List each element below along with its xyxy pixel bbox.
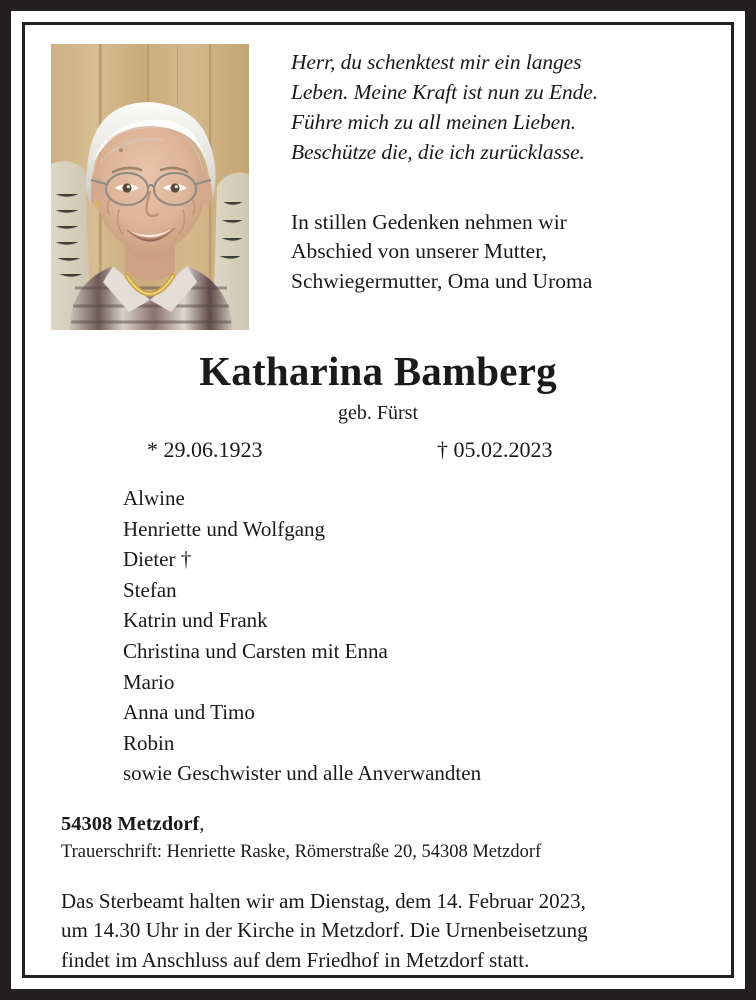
service-line: findet im Anschluss auf dem Friedhof in Metzdorf statt.	[61, 947, 530, 972]
verse-line: Leben. Meine Kraft ist nun zu Ende.	[291, 79, 599, 104]
announcement-line: In stillen Gedenken nehmen wir	[291, 209, 567, 234]
announcement-line: Schwiegermutter, Oma und Uroma	[291, 269, 593, 294]
notice-content	[25, 25, 731, 975]
verse-line: Herr, du schenktest mir ein langes	[291, 50, 582, 74]
survivor-item: Christina und Carsten mit Enna	[123, 639, 388, 663]
contact-address: Trauerschrift: Henriette Raske, Römerstraße 20, 54308 Metzdorf	[61, 841, 542, 862]
portrait-photo	[51, 44, 249, 330]
verse-column	[249, 44, 705, 297]
survivor-item: Stefan	[123, 577, 177, 602]
service-details	[51, 887, 705, 975]
top-block	[51, 44, 705, 330]
life-dates	[51, 437, 705, 463]
place-name: 54308 Metzdorf	[61, 812, 200, 835]
survivors-list	[51, 483, 705, 788]
portrait-illustration	[51, 44, 249, 330]
address-block	[51, 811, 705, 865]
survivor-item: Katrin und Frank	[123, 608, 268, 633]
survivor-item: Anna und Timo	[123, 700, 255, 725]
memorial-verse	[291, 48, 705, 168]
survivor-item: Robin	[123, 730, 175, 755]
survivor-item: Mario	[123, 669, 175, 694]
survivor-item: Henriette und Wolfgang	[123, 516, 326, 541]
death-date: † 05.02.2023	[437, 437, 553, 463]
survivor-item: sowie Geschwister und alle Anverwandten	[123, 761, 482, 786]
verse-line: Beschütze die, die ich zurücklasse.	[291, 139, 585, 164]
notice-inner-frame	[22, 22, 734, 978]
announcement-line: Abschied von unserer Mutter,	[291, 239, 547, 264]
birth-date: * 29.06.1923	[147, 437, 263, 463]
maiden-name: geb. Fürst	[338, 402, 418, 425]
verse-line: Führe mich zu all meinen Lieben.	[291, 109, 577, 134]
service-line: Das Sterbeamt halten wir am Dienstag, dem 14. Februar 2023,	[61, 888, 586, 913]
service-line: um 14.30 Uhr in der Kirche in Metzdorf. Die Urnenbeisetzung	[61, 918, 588, 943]
survivor-item: Dieter †	[123, 547, 192, 572]
survivor-item: Alwine	[123, 486, 185, 511]
announcement-text	[291, 208, 705, 298]
place-line	[61, 811, 705, 839]
place-comma: ,	[199, 813, 205, 835]
deceased-name: Katharina Bamberg	[199, 348, 557, 394]
